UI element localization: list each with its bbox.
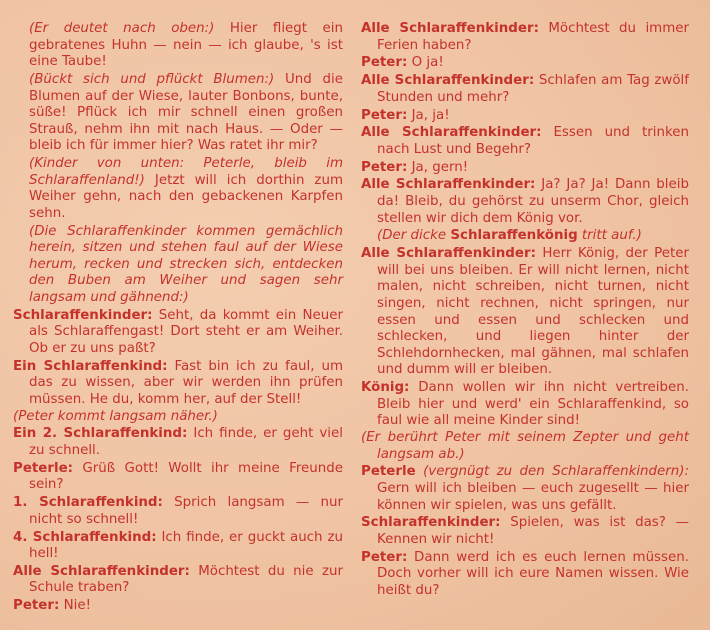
dialogue-text: Sprich langsam — nur nicht so schnell!: [29, 495, 343, 527]
speaker-name: Alle Schlaraffenkinder:: [13, 563, 190, 579]
speaker-name: König:: [361, 380, 410, 396]
dialogue-entry: [361, 380, 689, 463]
stage-direction: (Bückt sich und pflückt Blumen:): [29, 71, 275, 87]
dialogue-text: Gern will ich bleiben — euch zugesellt — hier können wir spielen, was uns gefällt.: [377, 480, 689, 513]
dialogue-entry: [13, 308, 343, 358]
speaker-name: Ein 2. Schlaraffenkind:: [13, 426, 188, 442]
stage-direction: tritt auf.): [577, 228, 642, 244]
speaker-name: Peter:: [361, 549, 408, 565]
dialogue-entry: [361, 21, 689, 54]
speaker-name: Alle Schlaraffenkinder:: [361, 125, 542, 141]
speaker-name: Alle Schlaraffenkinder:: [361, 177, 536, 193]
speaker-name: Peterle: [361, 464, 416, 480]
stage-direction: (Kinder von unten: Peterle, bleib im Schlaraffenland!): [29, 156, 343, 188]
dialogue-entry: [361, 160, 689, 177]
dialogue-entry: [361, 515, 689, 548]
dialogue-entry: [13, 564, 343, 597]
speaker-name: Peter:: [361, 107, 408, 123]
stage-direction: (Er berührt Peter mit seinem Zepter und geht langsam ab.): [361, 429, 689, 462]
speaker-name: Alle Schlaraffenkinder:: [361, 73, 535, 89]
stage-direction-entry: [13, 72, 343, 155]
speaker-name: Schlaraffenkinder:: [361, 515, 501, 531]
dialogue-text: Grüß Gott! Wollt ihr meine Freunde sein?: [29, 460, 343, 493]
stage-direction: (Die Schlaraffenkinder kommen gemächlich herein, sitzen und stehen faul auf der Wiese herum, recken und strecken sich, entdecken den Buben am Weiher und sagen sehr langsam und gähnend:): [29, 223, 343, 306]
dialogue-entry: [361, 125, 689, 158]
dialogue-text: Spielen, was ist das? — Kennen wir nicht!: [377, 515, 689, 547]
speaker-name: Peter:: [361, 159, 408, 175]
dialogue-entry: [361, 177, 689, 227]
dialogue-text: Jetzt will ich dorthin zum Weiher gehn, nach den gebackenen Karpfen sehn.: [29, 172, 343, 221]
speaker-name: Alle Schlaraffenkinder:: [361, 21, 539, 36]
dialogue-text: Nie!: [59, 598, 91, 614]
stage-direction: (vergnügt zu den Schlaraffenkindern):: [415, 464, 689, 480]
dialogue-entry: [13, 495, 343, 528]
speaker-name: Ein Schlaraffenkind:: [13, 358, 168, 374]
dialogue-text: Herr König, der Peter will bei uns bleiben. Er will nicht lernen, nicht malen, nicht schreiben, nicht turnen, nicht singen, nicht rechnen, nicht springen, nur essen und essen und schlecken und schlecken, und liegen hinter der Schlehdornhecken, mal gähnen, mal schlafen und dumm will er bleiben.: [377, 246, 689, 378]
dialogue-text: Fast bin ich zu faul, um das zu wissen, aber wir werden ihn prüfen müssen. He du, komm her, auf der Stell!: [29, 358, 344, 407]
stage-direction-entry: [13, 224, 343, 307]
dialogue-text: Möchtest du nie zur Schule traben?: [29, 563, 343, 596]
left-column: [13, 21, 343, 616]
dialogue-text: Möchtest du immer Ferien haben?: [377, 21, 689, 53]
dialogue-text: Ja, gern!: [407, 159, 469, 175]
dialogue-entry: [13, 598, 343, 615]
stage-direction: (Er deutet nach oben:): [29, 21, 215, 36]
speaker-name: Peterle:: [13, 460, 74, 476]
character-name: Schlaraffenkönig: [450, 228, 578, 244]
speaker-name: Schlaraffenkinder:: [13, 307, 153, 323]
dialogue-text: Essen und trinken nach Lust und Begehr?: [377, 125, 689, 157]
dialogue-text: Und die Blumen auf der Wiese, lauter Bonbons, bunte, süße! Pflück ich mir schnell einen großen Strauß, nehm ihn mit nach Haus. — Oder — bleib ich für immer hier? Was ratet ihr mir?: [29, 71, 343, 154]
speaker-name: 4. Schlaraffenkind:: [13, 529, 157, 545]
speaker-name: Peter:: [13, 598, 60, 614]
speaker-name: Alle Schlaraffenkinder:: [361, 246, 536, 262]
right-column: [361, 21, 689, 601]
dialogue-entry: [13, 426, 343, 459]
dialogue-text: Seht, da kommt ein Neuer als Schlaraffengast! Dort steht er am Weiher. Ob er zu uns paßt?: [29, 307, 343, 357]
dialogue-entry: [13, 461, 343, 494]
stage-direction-entry: [361, 228, 689, 245]
dialogue-text: Schlafen am Tag zwölf Stunden und mehr?: [377, 73, 689, 105]
dialogue-text: O ja!: [407, 55, 444, 71]
dialogue-entry: [361, 55, 689, 72]
speaker-name: 1. Schlaraffenkind:: [13, 495, 163, 511]
dialogue-entry: [361, 464, 689, 514]
stage-direction: (Der dicke: [377, 228, 451, 244]
dialogue-text: Ja? Ja? Ja! Dann bleib da! Bleib, du gehörst zu unserm Chor, gleich stellen wir dich dem König vor.: [377, 177, 689, 226]
dialogue-text: Dann wollen wir ihn nicht vertreiben. Bleib hier und werd' ein Schlaraffenkind, so faul wie all meine Kinder sind!: [377, 380, 689, 429]
dialogue-text: Hier fliegt ein gebratenes Huhn — nein — ich glaube, 's ist eine Taube!: [29, 21, 343, 70]
dialogue-entry: [361, 550, 689, 600]
dialogue-text: Ich finde, er guckt auch zu hell!: [29, 529, 343, 562]
dialogue-entry: [361, 73, 689, 106]
dialogue-entry: [361, 246, 689, 379]
stage-direction-entry: [13, 21, 343, 71]
dialogue-text: Ich finde, er geht viel zu schnell.: [29, 426, 343, 458]
speaker-name: Peter:: [361, 55, 408, 71]
stage-direction: (Peter kommt langsam näher.): [13, 408, 218, 424]
dialogue-entry: [13, 359, 343, 425]
dialogue-text: Ja, ja!: [407, 107, 450, 123]
dialogue-entry: [361, 108, 689, 125]
stage-direction-entry: [13, 156, 343, 222]
dialogue-entry: [13, 530, 343, 563]
dialogue-text: Dann werd ich es euch lernen müssen. Doch vorher will ich eure Namen wissen. Wie heißt du?: [377, 549, 689, 598]
